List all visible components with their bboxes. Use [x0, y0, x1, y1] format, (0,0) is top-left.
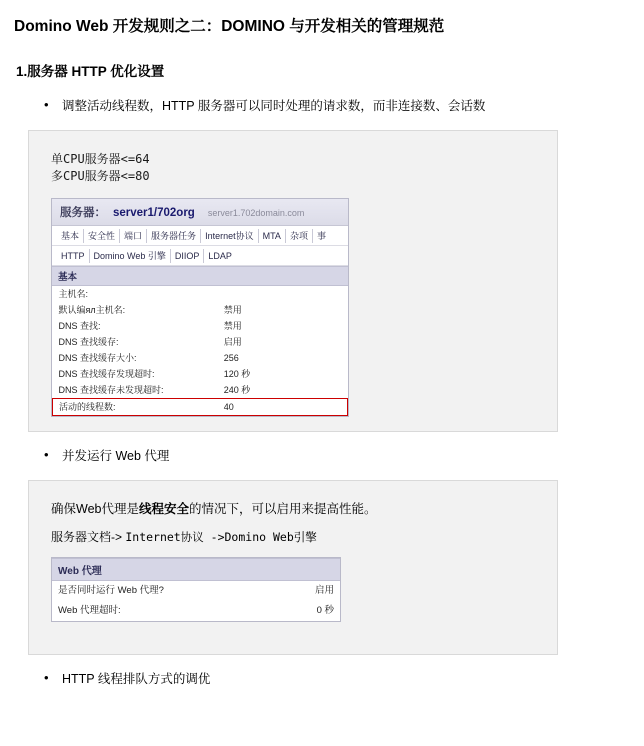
list-item: • HTTP 线程排队方式的调优: [44, 669, 630, 689]
tab-ports[interactable]: 端口: [120, 229, 147, 243]
web-agent-table: [52, 581, 340, 621]
server-name: server1/702org: [113, 207, 195, 219]
tab-row-secondary: [52, 246, 348, 266]
server-label: 服务器：: [60, 207, 106, 219]
row-key: 活动的线程数:: [53, 399, 218, 416]
row-key: DNS 查找缓存:: [58, 337, 119, 347]
tab-misc[interactable]: 杂项: [286, 229, 313, 243]
tab-domino-web-engine[interactable]: Domino Web 引擎: [90, 249, 171, 263]
web-agent-screenshot: [51, 557, 341, 622]
tab-diiop[interactable]: DIIOP: [171, 249, 205, 263]
row-value: 256: [223, 353, 239, 363]
row-key: Web 代理超时:: [58, 605, 121, 616]
table-row: [53, 350, 348, 366]
row-key: DNS 查找:: [58, 321, 101, 331]
server-document-screenshot: [51, 198, 349, 417]
tab-ldap[interactable]: LDAP: [208, 251, 232, 261]
row-value: [218, 286, 348, 302]
table-row: [52, 601, 340, 621]
figure2-line1: [51, 499, 557, 519]
row-value: 禁用: [223, 305, 242, 315]
table-row: [53, 382, 348, 399]
figure-http-settings: [28, 130, 558, 432]
figure1-note: [51, 151, 557, 185]
row-value: 40: [218, 399, 348, 416]
table-row: [52, 581, 340, 601]
row-key: 默认编ял主机名:: [58, 305, 126, 315]
page-title: Domino Web 开发规则之二：DOMINO 与开发相关的管理规范: [14, 18, 445, 35]
row-value: 0 秒: [316, 605, 334, 616]
screenshot-header: [52, 199, 348, 226]
row-value: 240 秒: [223, 385, 251, 395]
section-band-basic: 基本: [52, 266, 348, 286]
http-settings-table: [52, 286, 348, 416]
figure-web-agent: [28, 480, 558, 655]
row-key: 主机名:: [58, 289, 89, 299]
tab-row-primary: [52, 226, 348, 246]
section-band-web-agent: Web 代理: [52, 558, 340, 581]
tab-basic[interactable]: 基本: [57, 229, 84, 243]
row-key: DNS 查找缓存发现超时:: [58, 369, 155, 379]
row-key: DNS 查找缓存未发现超时:: [58, 385, 164, 395]
tab-mta[interactable]: MTA: [259, 229, 286, 243]
server-host: server1.702domain.com: [207, 208, 305, 218]
tab-internet-protocols[interactable]: Internet协议: [201, 229, 259, 243]
figure2-path-prefix: 服务器文档->: [51, 530, 126, 544]
figure2-line1-emphasis: 线程安全: [138, 502, 189, 516]
row-value: 禁用: [223, 321, 242, 331]
figure1-note-line2: 多CPU服务器<=80: [51, 169, 150, 183]
figure2-path: Internet协议 ->Domino Web引擎: [125, 530, 317, 544]
figure2-line1-part3: 的情况下，可以启用来提高性能。: [189, 502, 377, 516]
tab-server-tasks[interactable]: 服务器任务: [147, 229, 201, 243]
figure2-line2: [51, 527, 557, 547]
tab-http[interactable]: HTTP: [57, 249, 90, 263]
list-item: • 调整活动线程数，HTTP 服务器可以同时处理的请求数，而非连接数、会话数: [44, 96, 630, 116]
figure2-line1-part1: 确保Web代理是: [51, 502, 139, 516]
table-row: [53, 334, 348, 350]
table-row: [53, 302, 348, 318]
tab-security[interactable]: 安全性: [84, 229, 120, 243]
row-value: 启用: [314, 585, 334, 596]
figure1-note-line1: 单CPU服务器<=64: [51, 152, 150, 166]
bullet-list-3: [14, 669, 630, 689]
table-row: [53, 366, 348, 382]
table-row-highlighted: [53, 399, 348, 416]
row-key: DNS 查找缓存大小:: [58, 353, 137, 363]
bullet-list-2: [14, 446, 630, 466]
tab-events[interactable]: 事: [316, 231, 326, 241]
section-heading-1: 1.服务器 HTTP 优化设置: [16, 64, 165, 79]
table-row: [53, 286, 348, 302]
list-item: • 并发运行 Web 代理: [44, 446, 630, 466]
bullet-list-1: [14, 96, 630, 116]
row-value: 启用: [223, 337, 242, 347]
table-row: [53, 318, 348, 334]
row-value: 120 秒: [223, 369, 251, 379]
row-key: 是否同时运行 Web 代理?: [58, 585, 164, 596]
